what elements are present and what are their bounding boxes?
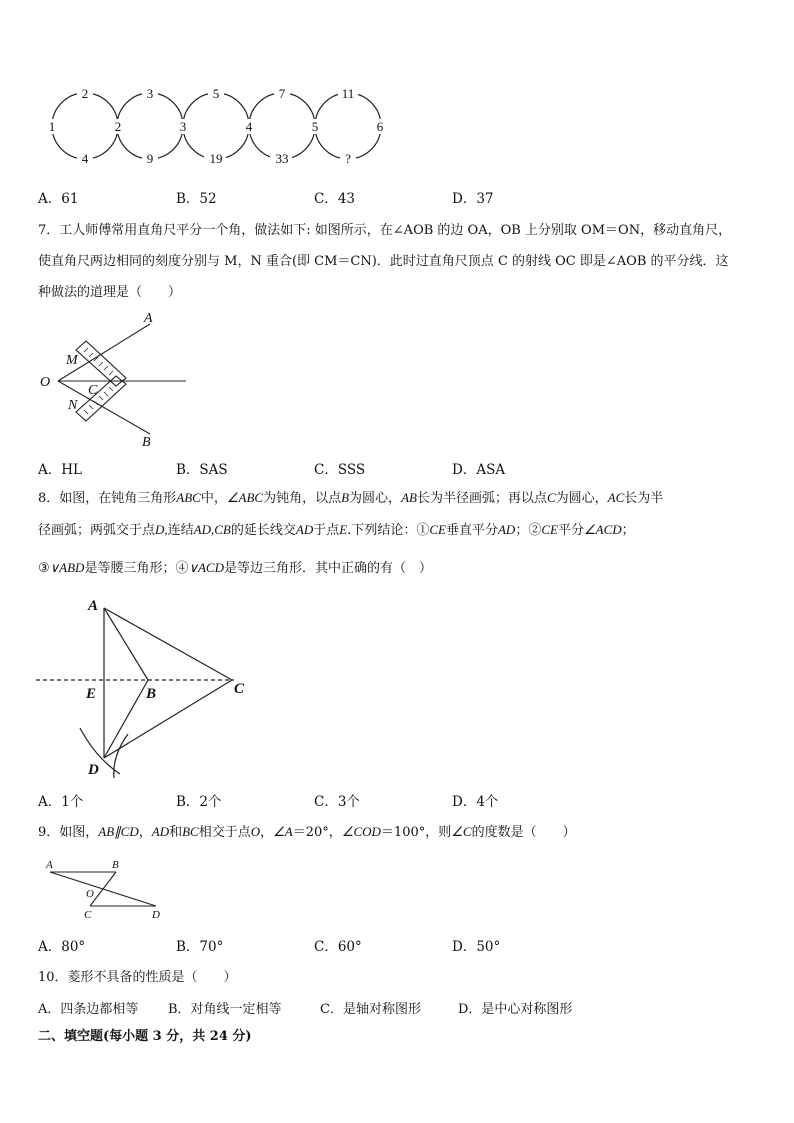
q8-math: AD,CB bbox=[193, 522, 231, 537]
q6-mid-4: 4 bbox=[245, 119, 253, 134]
q6-top-4: 7 bbox=[278, 86, 286, 101]
q8-segment-ac bbox=[104, 608, 232, 680]
q9-label-a: A bbox=[46, 859, 53, 871]
q6-circle-1 bbox=[52, 93, 118, 159]
q8-text: 长为半径画弧；再以点 bbox=[416, 491, 547, 506]
q8-label-a: A bbox=[88, 598, 99, 614]
q8-text: 是等腰三角形；④ bbox=[84, 561, 189, 576]
q8-text: 的延长线交 bbox=[230, 523, 296, 538]
q8-text: 为钝角，以点 bbox=[263, 491, 342, 506]
q8-option-a[interactable]: A．1个 bbox=[38, 794, 84, 810]
q9-text: ＝100°，则 bbox=[380, 825, 452, 840]
q9-math: ∠COD bbox=[341, 824, 381, 839]
q9-label-c: C bbox=[84, 909, 92, 921]
q8-math: ∨ACD bbox=[188, 560, 224, 575]
q8-triangle-figure bbox=[36, 594, 266, 780]
q9-option-b[interactable]: B．70° bbox=[176, 939, 224, 955]
q8-segment-cd bbox=[104, 680, 232, 758]
q9-math: BC bbox=[182, 824, 199, 839]
q8-math: ∨ABD bbox=[49, 560, 85, 575]
q8-text: 垂直平分 bbox=[445, 523, 498, 538]
q8-option-b[interactable]: B．2个 bbox=[176, 794, 222, 810]
q9-label-o: O bbox=[86, 888, 94, 900]
q9-text: ＝20°， bbox=[292, 825, 342, 840]
q10-option-b[interactable]: B．对角线一定相等 bbox=[168, 1002, 282, 1017]
q7-label-a: A bbox=[144, 311, 153, 326]
q6-mid-6: 6 bbox=[376, 119, 384, 134]
q7-option-d[interactable]: D．ASA bbox=[452, 462, 506, 478]
q9-text: 的度数是（ ） bbox=[471, 825, 576, 840]
q8-math: CE bbox=[429, 522, 446, 537]
q7-label-b: B bbox=[142, 435, 151, 450]
q8-math: ∠ACD bbox=[583, 522, 622, 537]
q6-circle-2 bbox=[114, 93, 183, 159]
q6-mid-3: 3 bbox=[179, 119, 187, 134]
q8-text: ； bbox=[621, 523, 635, 538]
q10-option-a[interactable]: A．四条边都相等 bbox=[38, 1002, 139, 1017]
q9-stem bbox=[38, 821, 576, 840]
q7-angle-figure bbox=[38, 306, 198, 452]
q7-line-3: 种做法的道理是（ ） bbox=[38, 285, 182, 300]
q7-label-n: N bbox=[68, 398, 78, 413]
q7-line-2: 使直角尺两边相同的刻度分别与 M，N 重合(即 CM＝CN)．此时过直角尺顶点 C 的射线 OC 即是∠AOB 的平分线．这 bbox=[38, 254, 729, 269]
q6-circle-5 bbox=[315, 93, 381, 159]
q8-segment-bd bbox=[104, 680, 148, 758]
q8-text: 径画弧；两弧交于点 bbox=[38, 523, 156, 538]
q8-text: ③ bbox=[38, 561, 50, 576]
q8-text: 是等边三角形．其中正确的有（ ） bbox=[223, 561, 432, 576]
q6-bottom-5: ? bbox=[345, 151, 351, 166]
q8-math: D, bbox=[155, 522, 168, 537]
q6-circle-chain-figure bbox=[40, 82, 400, 172]
q9-math: AD bbox=[151, 824, 170, 839]
q6-top-3: 5 bbox=[212, 86, 220, 101]
q9-math: ∠A bbox=[273, 824, 293, 839]
q6-circle-4 bbox=[249, 93, 315, 159]
q7-option-b[interactable]: B．SAS bbox=[176, 462, 228, 478]
q9-text: 9．如图， bbox=[38, 825, 99, 840]
q6-bottom-3: 19 bbox=[209, 151, 223, 166]
q7-stem bbox=[38, 215, 758, 308]
q8-text: 长为半 bbox=[624, 491, 664, 506]
q8-line-2 bbox=[38, 514, 758, 546]
q9-option-a[interactable]: A．80° bbox=[38, 939, 86, 955]
q8-text: 为圆心， bbox=[555, 491, 608, 506]
q10-option-d[interactable]: D．是中心对称图形 bbox=[458, 1002, 573, 1017]
q9-parallel-figure bbox=[40, 856, 170, 922]
q6-top-5: 11 bbox=[341, 86, 355, 101]
q8-stem bbox=[38, 482, 758, 584]
q7-option-a[interactable]: A．HL bbox=[38, 462, 82, 478]
q8-math: AD bbox=[295, 522, 314, 537]
q10-option-c[interactable]: C．是轴对称图形 bbox=[320, 1002, 421, 1017]
q6-option-b[interactable]: B．52 bbox=[176, 191, 217, 207]
q8-text: 连结 bbox=[167, 523, 194, 538]
q6-mid-2: 2 bbox=[114, 119, 122, 134]
q8-math: ABC bbox=[176, 490, 201, 505]
q8-label-d: D bbox=[88, 762, 99, 778]
q7-label-o: O bbox=[40, 375, 51, 390]
q9-label-b: B bbox=[112, 859, 119, 871]
q8-math: CE bbox=[541, 522, 558, 537]
q9-option-d[interactable]: D．50° bbox=[452, 939, 501, 955]
q8-option-d[interactable]: D．4个 bbox=[452, 794, 499, 810]
q6-bottom-4: 33 bbox=[275, 151, 289, 166]
q7-option-c[interactable]: C．SSS bbox=[314, 462, 366, 478]
q6-top-2: 3 bbox=[146, 86, 154, 101]
q8-math: AC bbox=[607, 490, 625, 505]
q8-text: 为圆心， bbox=[349, 491, 402, 506]
q6-mid-5: 5 bbox=[311, 119, 319, 134]
q8-option-c[interactable]: C．3个 bbox=[314, 794, 360, 810]
q8-math: C bbox=[546, 490, 556, 505]
q7-line-1: 7．工人师傅常用直角尺平分一个角，做法如下: 如图所示，在∠AOB 的边 OA，OB 上分别取 OM＝ON，移动直角尺， bbox=[38, 223, 732, 238]
q8-label-b: B bbox=[146, 686, 157, 702]
q6-option-d[interactable]: D．37 bbox=[452, 191, 494, 207]
q8-text: 平分 bbox=[557, 523, 584, 538]
q8-math: B bbox=[341, 490, 350, 505]
q9-text: ， bbox=[138, 825, 152, 840]
q8-math: AB bbox=[401, 490, 417, 505]
q9-label-d: D bbox=[152, 909, 160, 921]
section-2-heading: 二、填空题(每小题 3 分，共 24 分) bbox=[38, 1029, 252, 1044]
q6-mid-1: 1 bbox=[48, 119, 56, 134]
q6-bottom-2: 9 bbox=[146, 151, 154, 166]
q6-bottom-1: 4 bbox=[81, 151, 89, 166]
q8-text: 8．如图，在钝角三角形 bbox=[38, 491, 177, 506]
q6-circle-3 bbox=[183, 93, 249, 159]
q8-line-1 bbox=[38, 482, 758, 514]
q8-text: 于点 bbox=[313, 523, 340, 538]
q9-text: 和 bbox=[169, 825, 183, 840]
q8-label-c: C bbox=[234, 681, 245, 697]
q6-option-c[interactable]: C．43 bbox=[314, 191, 356, 207]
q8-text: 中， bbox=[200, 491, 227, 506]
q8-label-e: E bbox=[86, 686, 97, 702]
q8-line-3 bbox=[38, 552, 758, 584]
q8-text: .下列结论：① bbox=[347, 523, 430, 538]
q9-option-c[interactable]: C．60° bbox=[314, 939, 362, 955]
q9-math: O bbox=[250, 824, 261, 839]
q10-stem: 10．菱形不具备的性质是（ ） bbox=[38, 970, 237, 985]
q8-math: E bbox=[339, 522, 348, 537]
q8-math: ∠ABC bbox=[226, 490, 264, 505]
q9-math: ∠C bbox=[451, 824, 472, 839]
q7-label-c: C bbox=[88, 383, 98, 398]
q7-label-m: M bbox=[66, 353, 78, 368]
q6-top-1: 2 bbox=[81, 86, 89, 101]
q6-option-a[interactable]: A．61 bbox=[38, 191, 79, 207]
q9-text: 相交于点 bbox=[198, 825, 251, 840]
q8-text: ；② bbox=[515, 523, 542, 538]
q8-math: AD bbox=[497, 522, 516, 537]
q9-text: ， bbox=[260, 825, 274, 840]
q8-segment-ab bbox=[104, 608, 148, 680]
q9-math: AB∥CD bbox=[98, 824, 139, 839]
